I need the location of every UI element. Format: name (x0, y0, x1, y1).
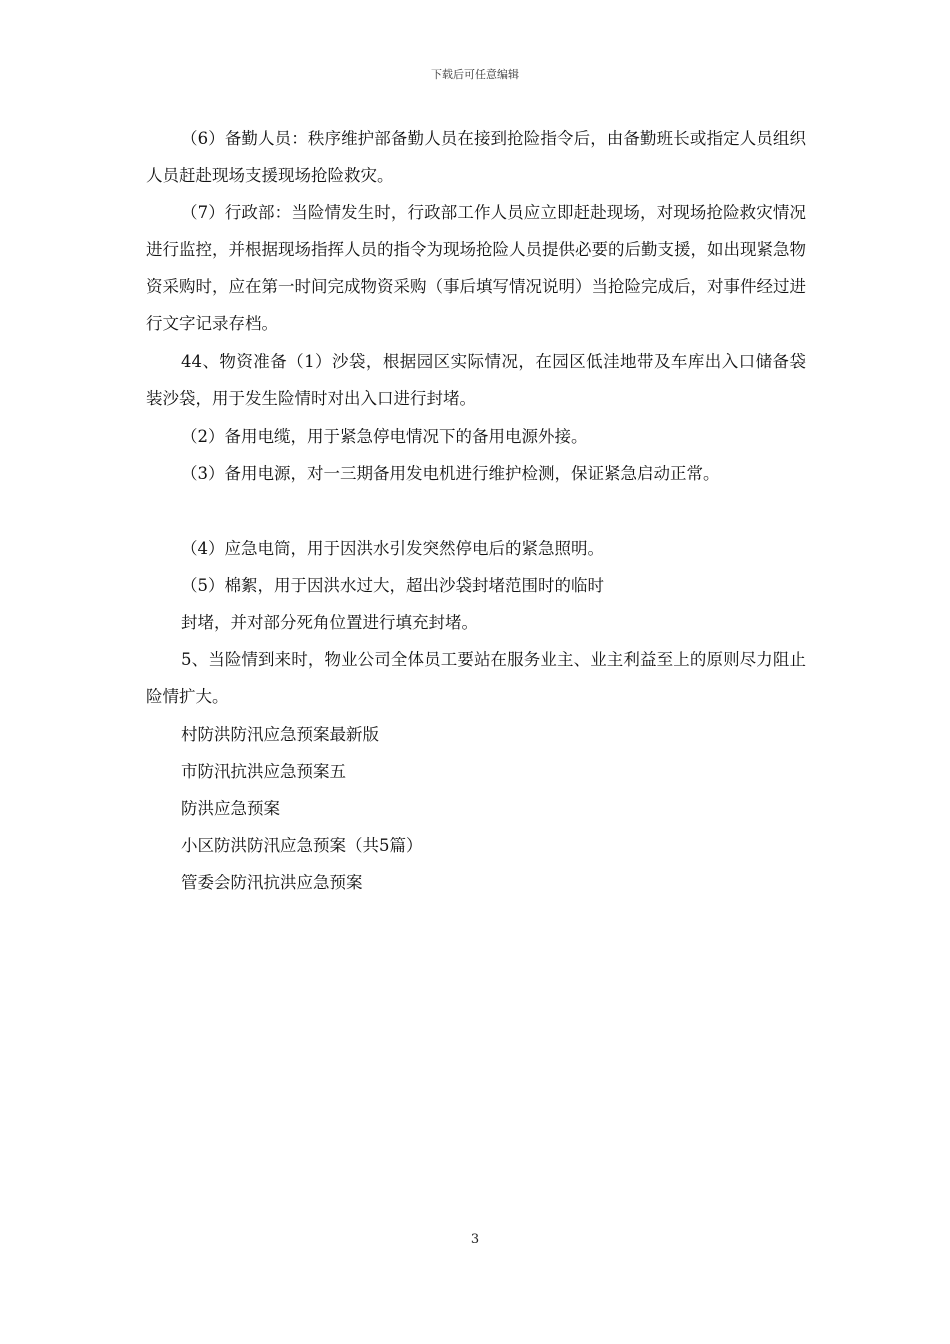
item-emergency-flashlight: （4）应急电筒，用于因洪水引发突然停电后的紧急照明。 (181, 539, 604, 558)
page-number: 3 (470, 1232, 480, 1247)
paragraph-admin-dept: （7）行政部：当险情发生时，行政部工作人员应立即赶赴现场，对现场抢险救灾情况进行监控，并根据现场指挥人员的指令为现场抢险人员提供必要的后勤支援，如出现紧急物资采购时，应在第一时间完成物资采购（事后填写情况说明）当抢险完成后，对事件经过进行文字记录存档。 (146, 203, 806, 333)
related-doc-link[interactable]: 防洪应急预案 (181, 799, 280, 818)
paragraph-standby-staff: （6）备勤人员：秩序维护部备勤人员在接到抢险指令后，由备勤班长或指定人员组织人员赶赴现场支援现场抢险救灾。 (146, 129, 806, 185)
related-doc-link[interactable]: 村防洪防汛应急预案最新版 (181, 725, 379, 744)
related-doc-link[interactable]: 管委会防汛抗洪应急预案 (181, 873, 363, 892)
related-doc-link[interactable]: 市防汛抗洪应急预案五 (181, 762, 346, 781)
related-doc-link[interactable]: 小区防洪防汛应急预案（共5篇） (181, 836, 423, 855)
item-cotton-wadding-cont: 封堵，并对部分死角位置进行填充封堵。 (181, 613, 478, 632)
page-header: 下载后可任意编辑 (431, 68, 519, 81)
paragraph-materials-prep: 44、物资准备（1）沙袋，根据园区实际情况，在园区低洼地带及车库出入口储备袋装沙袋，用于发生险情时对出入口进行封堵。 (146, 352, 806, 408)
item-cotton-wadding: （5）棉絮，用于因洪水过大，超出沙袋封堵范围时的临时 (181, 576, 604, 595)
item-backup-power: （3）备用电源，对一三期备用发电机进行维护检测，保证紧急启动正常。 (181, 464, 720, 483)
paragraph-danger-response: 5、当险情到来时，物业公司全体员工要站在服务业主、业主利益至上的原则尽力阻止险情扩大。 (146, 650, 806, 706)
item-backup-cable: （2）备用电缆，用于紧急停电情况下的备用电源外接。 (181, 427, 588, 446)
